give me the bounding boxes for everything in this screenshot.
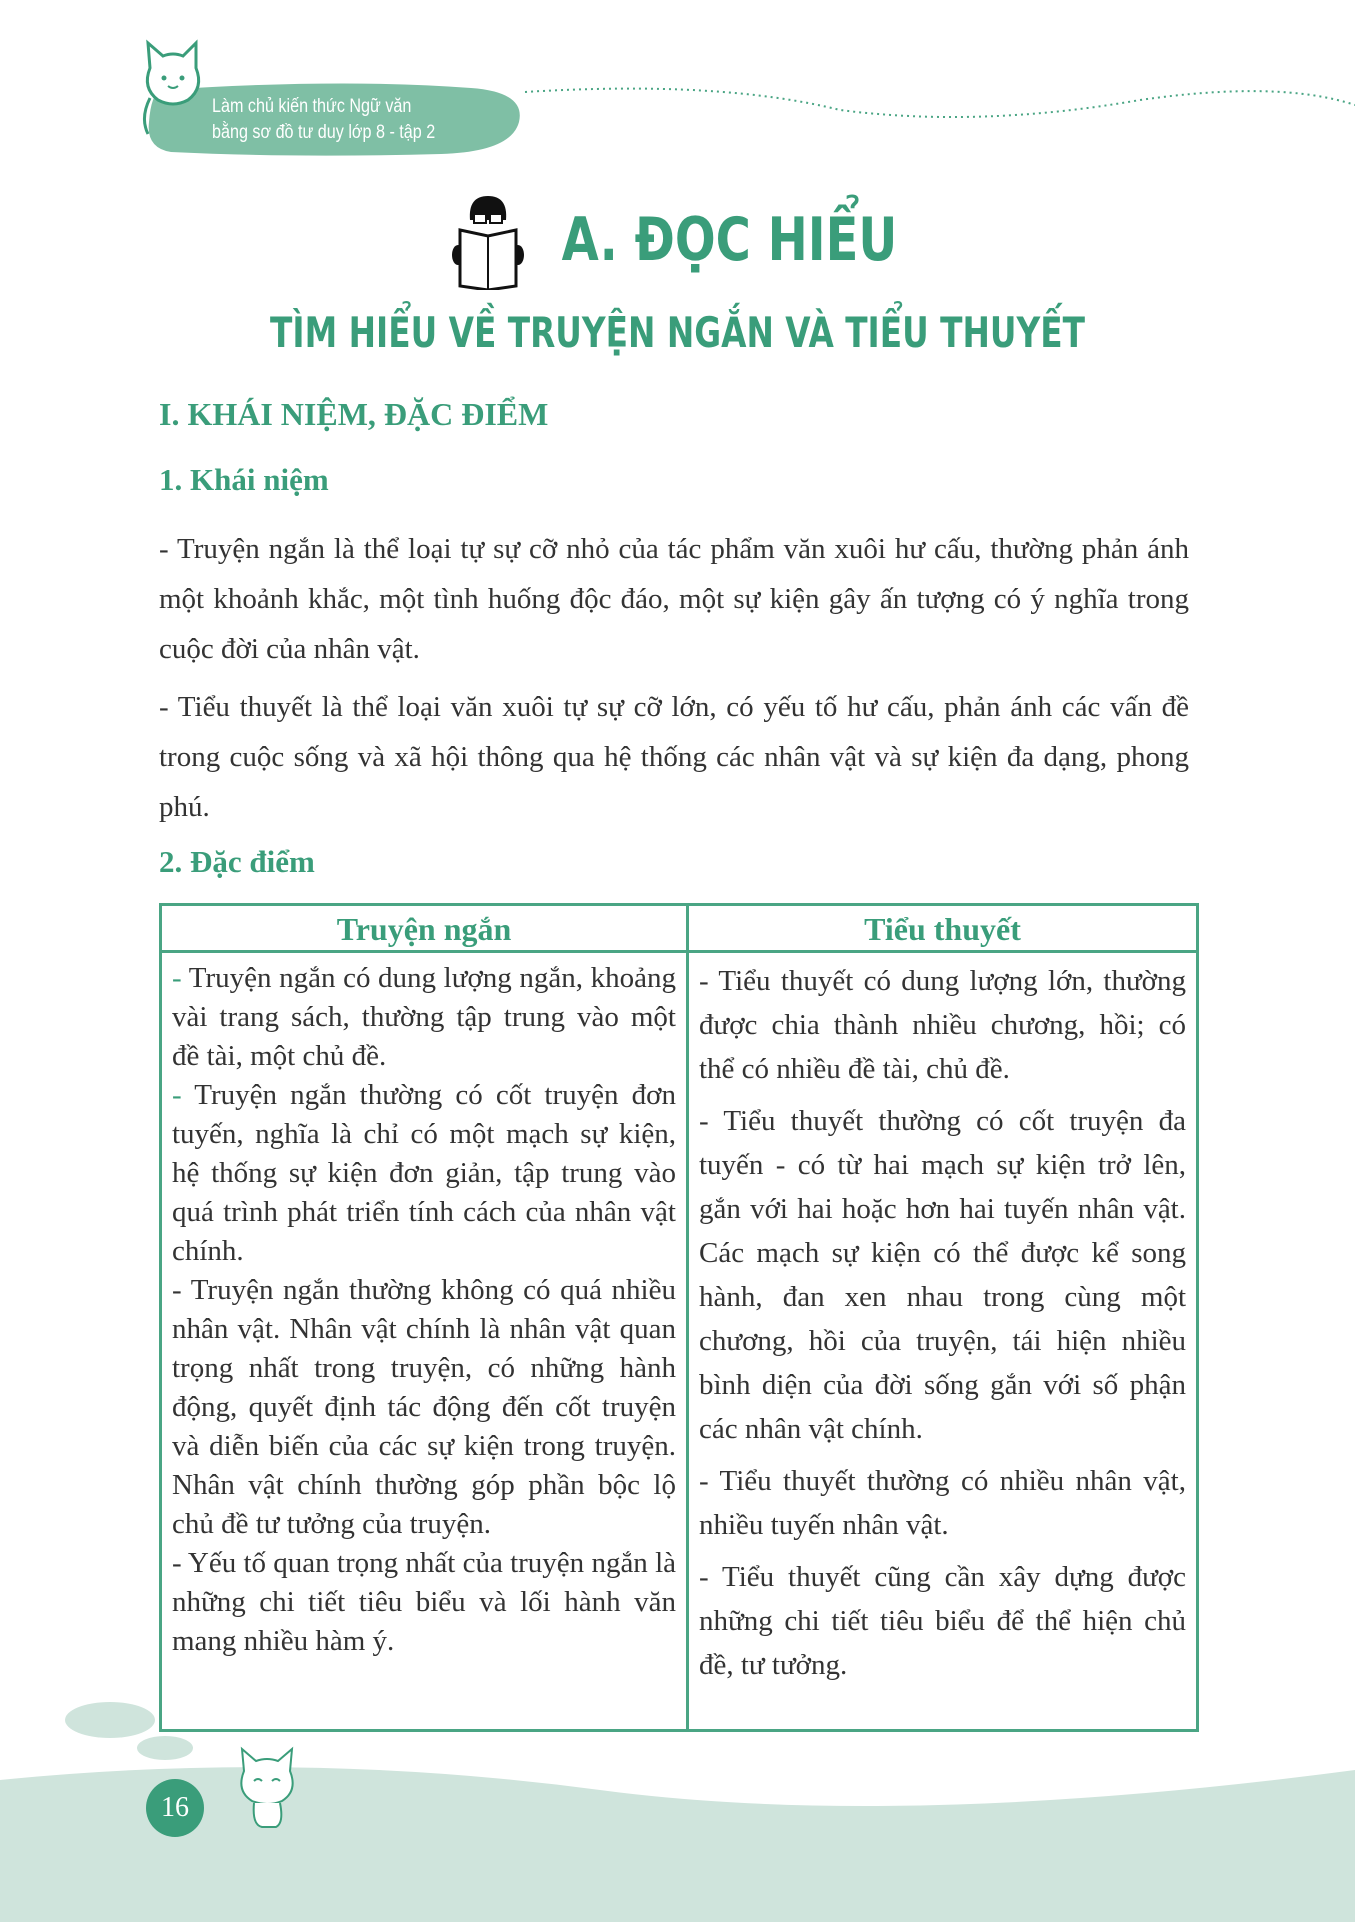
novel-column (689, 953, 1196, 1729)
comparison-table (159, 903, 1199, 1732)
table-header-short-story: Truyện ngắn (162, 906, 689, 953)
page-subtitle: TÌM HIỂU VỀ TRUYỆN NGẮN VÀ TIỂU THUYẾT (270, 308, 1085, 357)
section-heading: I. KHÁI NIỆM, ĐẶC ĐIỂM (159, 396, 549, 432)
subsection-heading-features: 2. Đặc điểm (159, 844, 315, 879)
paragraph-novel: - Tiểu thuyết là thể loại văn xuôi tự sự cỡ lớn, có yếu tố hư cấu, phản ánh các vấn đề trong cuộc sống và xã hội thông qua hệ thống các nhân vật và sự kiện đa dạng, phong phú. (159, 691, 1189, 823)
table-cell-item: - Tiểu thuyết có dung lượng lớn, thường được chia thành nhiều chương, hồi; có thể có nhiều đề tài, chủ đề. (699, 965, 1186, 1085)
cat-mascot-icon (138, 38, 208, 138)
paragraph-short-story: - Truyện ngắn là thể loại tự sự cỡ nhỏ của tác phẩm văn xuôi hư cấu, thường phản ánh một khoảnh khắc, một tình huống độc đáo, một sự kiện gây ấn tượng có ý nghĩa trong cuộc đời của nhân vật. (159, 533, 1189, 665)
dotted-wave-decoration (520, 80, 1355, 130)
subsection-heading-concept: 1. Khái niệm (159, 462, 329, 497)
table-cell-item: - Truyện ngắn thường không có quá nhiều nhân vật. Nhân vật chính là nhân vật quan trọng nhất trong truyện, có những hành động, quyết định tác động đến cốt truyện và diễn biến của các sự kiện trong truyện. Nhân vật chính thường góp phần bộc lộ chủ đề tư tưởng của truyện. (172, 1274, 676, 1540)
page-number: 16 (146, 1779, 204, 1837)
table-cell-item: - Tiểu thuyết cũng cần xây dựng được những chi tiết tiêu biểu để thể hiện chủ đề, tư tưởng. (699, 1561, 1186, 1681)
cat-footer-icon (232, 1745, 302, 1830)
table-cell-item: - Tiểu thuyết thường có nhiều nhân vật, nhiều tuyến nhân vật. (699, 1465, 1186, 1541)
page-title: A. ĐỌC HIỂU (561, 205, 898, 275)
book-title-line2: bằng sơ đồ tư duy lớp 8 - tập 2 (212, 122, 436, 143)
table-cell-item: - Yếu tố quan trọng nhất của truyện ngắn là những chi tiết tiêu biểu và lối hành văn mang nhiều hàm ý. (172, 1547, 677, 1657)
book-title (212, 94, 435, 146)
table-cell-item: - Truyện ngắn có dung lượng ngắn, khoảng vài trang sách, thường tập trung vào một đề tài, một chủ đề. (172, 962, 676, 1072)
short-story-column (162, 953, 689, 1729)
table-cell-item: - Tiểu thuyết thường có cốt truyện đa tuyến - có từ hai mạch sự kiện trở lên, gắn với hai hoặc hơn hai tuyến nhân vật. Các mạch sự kiện có thể được kể song hành, đan xen nhau trong cùng một chương, hồi của truyện, tái hiện nhiều bình diện của đời sống gắn với số phận các nhân vật chính. (699, 1105, 1186, 1445)
table-cell-item: - Truyện ngắn thường có cốt truyện đơn tuyến, nghĩa là chỉ có một mạch sự kiện, hệ thống sự kiện đơn giản, tập trung vào quá trình phát triển tính cách của nhân vật chính. (172, 1079, 676, 1267)
table-header-novel: Tiểu thuyết (689, 906, 1196, 953)
book-title-line1: Làm chủ kiến thức Ngữ văn (212, 96, 412, 117)
